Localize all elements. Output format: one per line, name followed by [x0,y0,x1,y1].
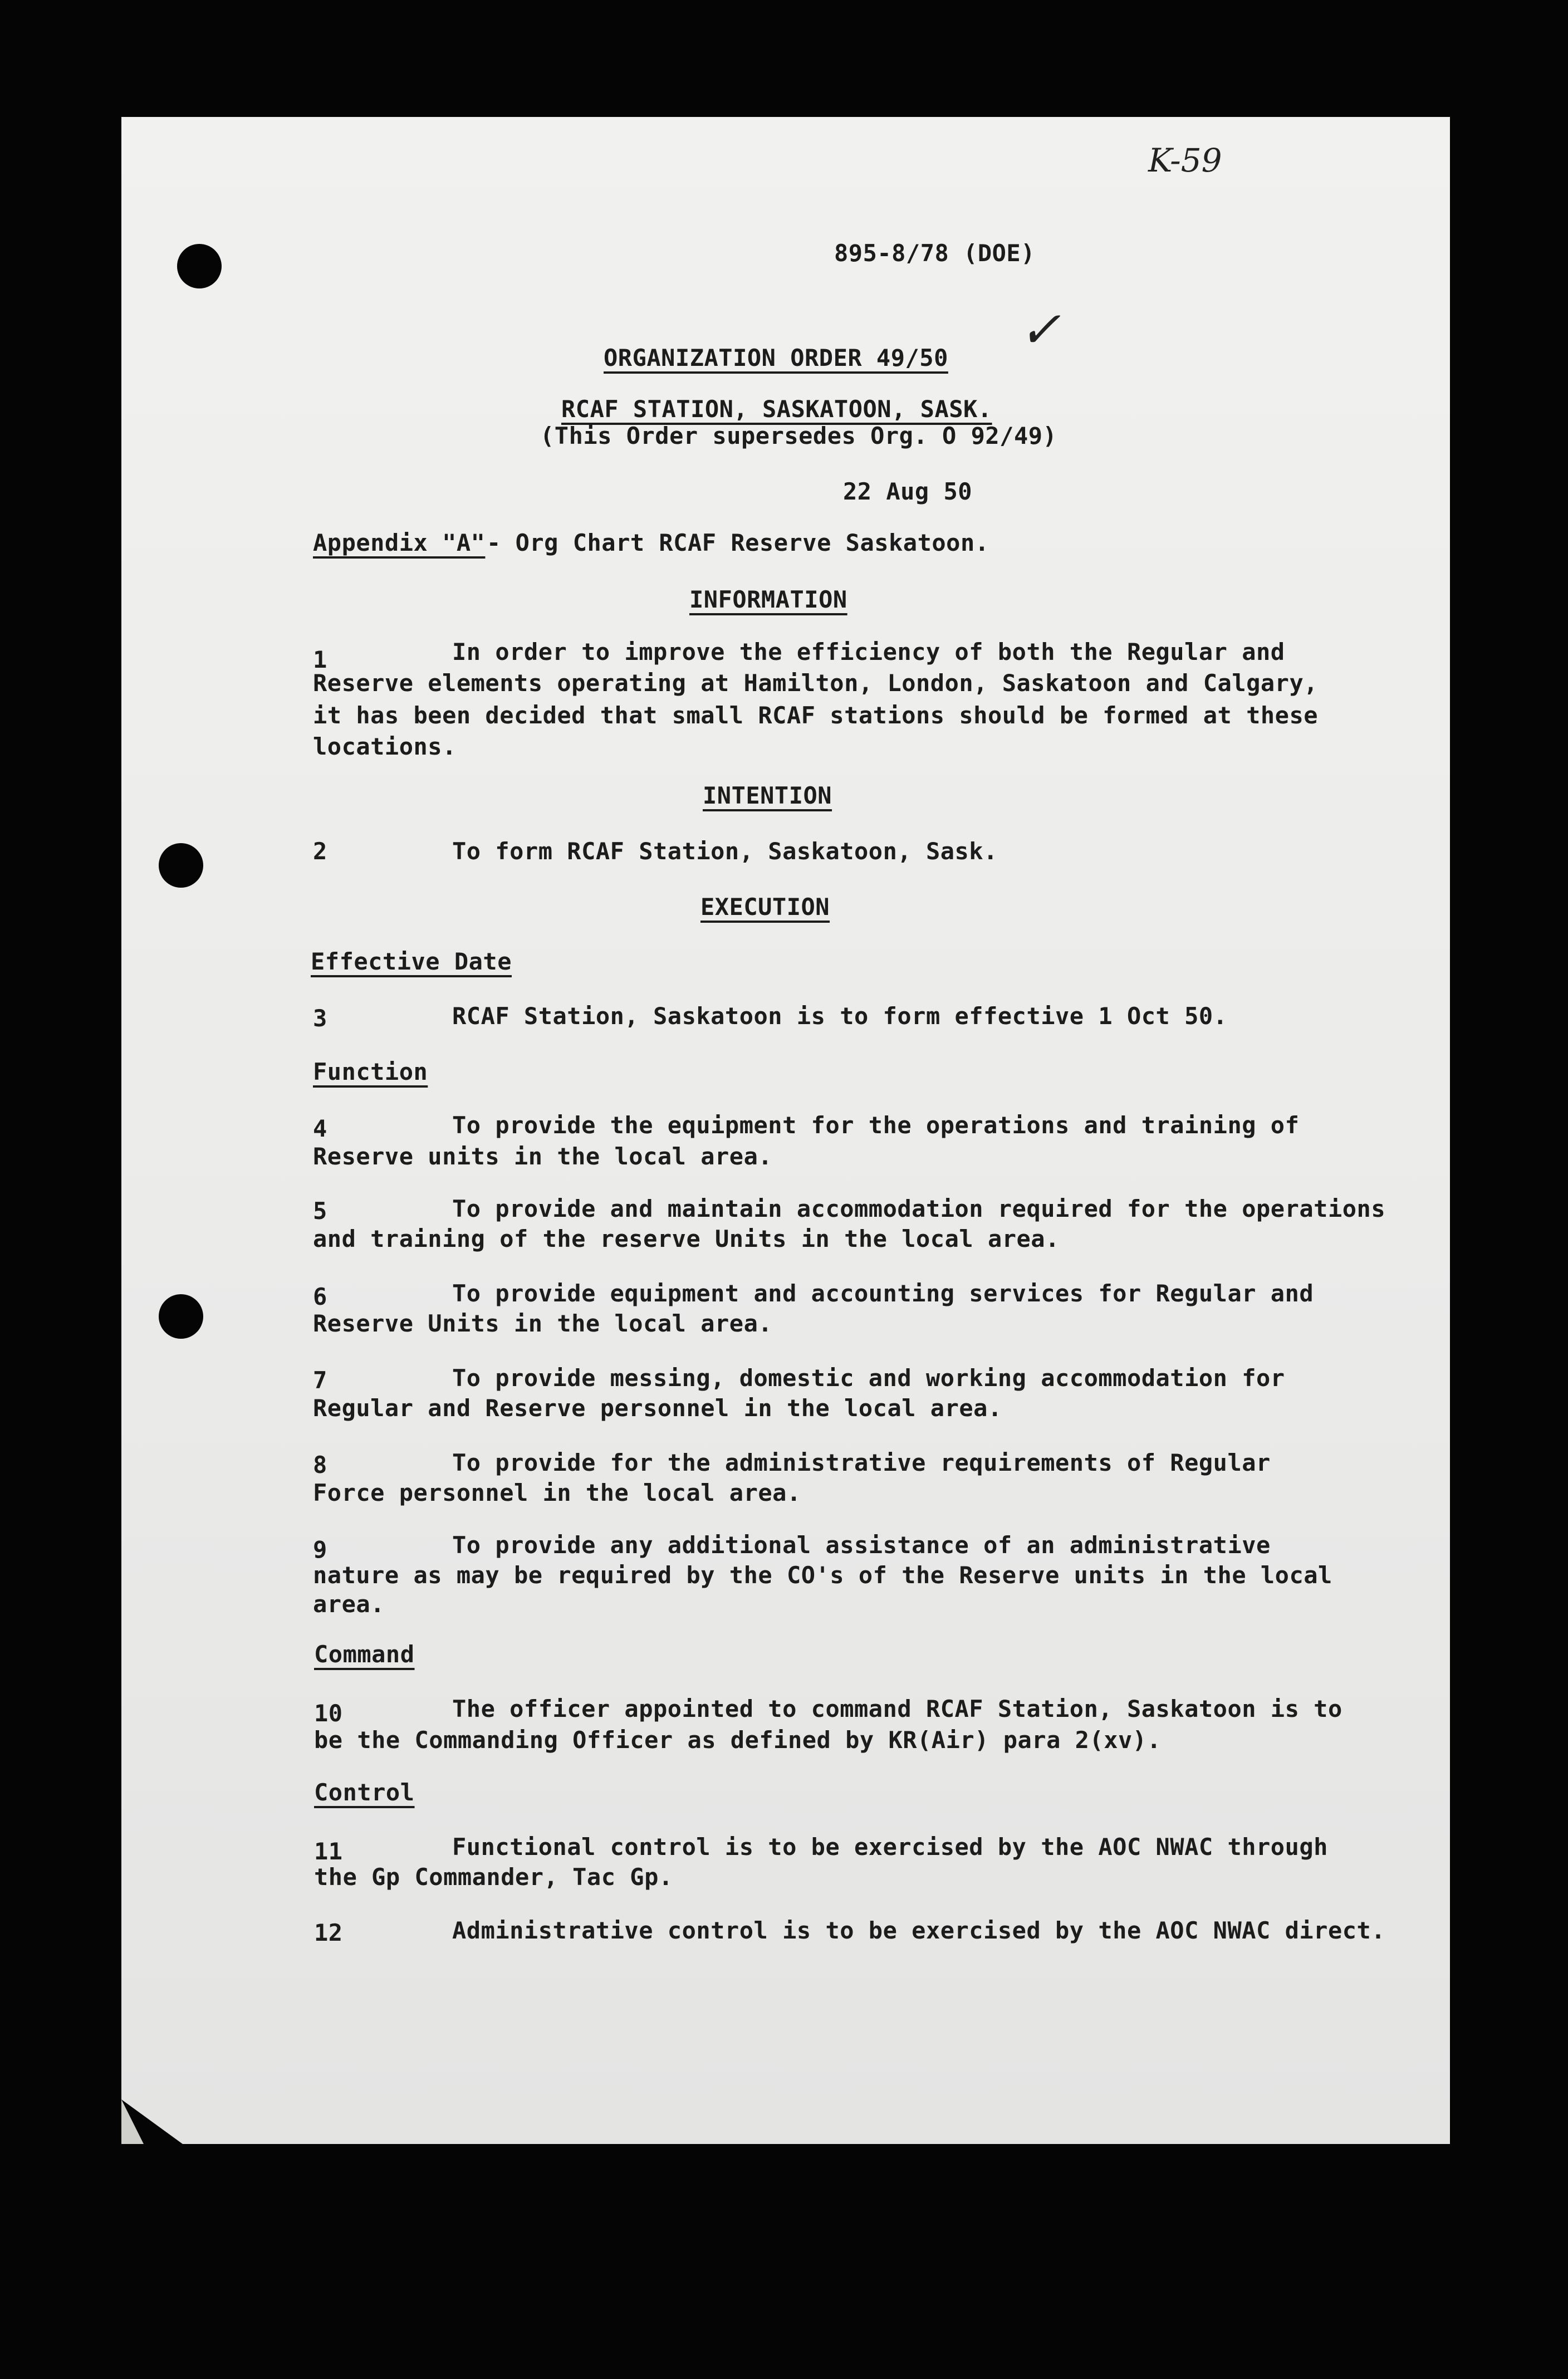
para-11-number: 11 [314,1838,343,1865]
para-2-number: 2 [313,838,327,865]
para-11-line-2: the Gp Commander, Tac Gp. [314,1863,673,1891]
checkmark-icon: ✓ [1019,301,1061,359]
para-8-number: 8 [313,1451,327,1479]
para-10-line-1: The officer appointed to command RCAF Station, Saskatoon is to [452,1695,1342,1722]
para-1-line-3: it has been decided that small RCAF stations should be formed at these [313,702,1319,729]
para-1-number: 1 [313,646,327,673]
section-intention: INTENTION [703,782,832,809]
para-1-line-2: Reserve elements operating at Hamilton, London, Saskatoon and Calgary, [313,669,1319,697]
para-5-line-1: To provide and maintain accommodation required for the operations [452,1195,1386,1222]
para-12-line-1: Administrative control is to be exercised by the AOC NWAC direct. [452,1917,1386,1944]
para-5-line-2: and training of the reserve Units in the local area. [313,1225,1060,1252]
section-execution: EXECUTION [700,893,830,921]
heading-function: Function [313,1058,428,1085]
para-12-number: 12 [314,1919,343,1946]
punch-hole-middle [159,843,203,888]
file-reference: 895-8/78 (DOE) [834,239,1036,267]
station-title: RCAF STATION, SASKATOON, SASK. [561,395,992,423]
para-8-line-1: To provide for the administrative requirements of Regular [452,1449,1271,1476]
heading-control: Control [314,1779,415,1806]
supersedes-note: (This Order supersedes Org. O 92/49) [540,422,1057,449]
para-1-line-1: In order to improve the efficiency of both the Regular and [452,638,1285,665]
para-3-number: 3 [313,1005,327,1032]
para-9-line-3: area. [313,1590,385,1618]
punch-hole-bottom [159,1294,203,1339]
order-date: 22 Aug 50 [843,478,973,505]
para-1-line-4: locations. [313,733,457,760]
para-7-number: 7 [313,1367,327,1394]
para-6-line-2: Reserve Units in the local area. [313,1310,773,1337]
para-6-line-1: To provide equipment and accounting services for Regular and [452,1280,1314,1307]
para-11-line-1: Functional control is to be exercised by the AOC NWAC through [452,1833,1328,1861]
folded-corner [121,2088,188,2144]
para-10-number: 10 [314,1700,343,1727]
para-9-number: 9 [313,1536,327,1563]
para-2-line-1: To form RCAF Station, Saskatoon, Sask. [452,838,998,865]
heading-command: Command [314,1641,415,1668]
appendix-text: - Org Chart RCAF Reserve Saskatoon. [487,529,989,556]
para-4-number: 4 [313,1115,327,1142]
para-10-line-2: be the Commanding Officer as defined by KR(Air) para 2(xv). [314,1726,1162,1754]
punch-hole-top [177,244,222,288]
para-5-number: 5 [313,1197,327,1225]
para-4-line-1: To provide the equipment for the operations and training of [452,1112,1300,1139]
order-title: ORGANIZATION ORDER 49/50 [604,344,948,371]
heading-effective-date: Effective Date [311,948,512,975]
para-8-line-2: Force personnel in the local area. [313,1479,801,1506]
para-6-number: 6 [313,1283,327,1310]
section-information: INFORMATION [689,586,847,613]
para-9-line-2: nature as may be required by the CO's of the Reserve units in the local [313,1561,1332,1589]
para-4-line-2: Reserve units in the local area. [313,1143,773,1170]
para-7-line-2: Regular and Reserve personnel in the local area. [313,1394,1002,1422]
para-7-line-1: To provide messing, domestic and working accommodation for [452,1364,1285,1392]
appendix-label: Appendix "A" [313,529,486,556]
handwritten-reference: K-59 [1148,141,1222,179]
document-page [121,117,1450,2144]
para-3-line-1: RCAF Station, Saskatoon is to form effective 1 Oct 50. [452,1002,1228,1030]
para-9-line-1: To provide any additional assistance of an administrative [452,1531,1271,1559]
